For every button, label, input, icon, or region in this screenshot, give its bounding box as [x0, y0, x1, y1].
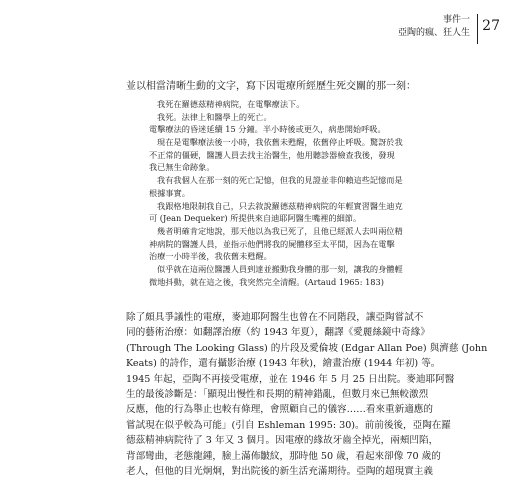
chapter-label: 事件一 — [442, 15, 470, 25]
quote-line: 可 (Jean Dequeker) 所提供來自迪耶阿醫生嘴裡的細節。 — [149, 213, 362, 224]
body-line: (Through The Looking Glass) 的片段及愛倫坡 (Edgar Allan Poe) 與濟慈 (John — [126, 342, 488, 354]
body-line: Keats) 的詩作，還有攝影治療 (1943 年秋)，繪畫治療 (1944 年初) 等。 — [126, 358, 441, 370]
quote-line: 現在是電擊療法後一小時，我依舊未甦醒，依舊停止呼吸。驚訝於我 — [157, 137, 403, 148]
quote-line: 神病院的醫護人員，並指示他們將我的屍體移至太平間，因為在電擊 — [149, 238, 395, 249]
quote-line: 我已無生命跡象。 — [149, 162, 215, 173]
quote-line: 我跟格地限制我自己，只去敘說羅德茲精神病院的年輕實習醫生迪克 — [157, 200, 403, 211]
quote-line: 我死。法律上和醫學上的死亡。 — [157, 111, 272, 122]
body-line: 德茲精神病院待了 3 年又 3 個月。因電療的緣故牙齒全掉光，兩頰凹陷， — [126, 435, 439, 447]
body-line: 老人，但他的目光炯炯，對出院後的新生活充滿期待。亞陶的超現實主義 — [126, 465, 433, 477]
quote-line: 我死在羅德茲精神病院，在電擊療法下。 — [157, 99, 305, 109]
chapter-subtitle: 亞陶的瘋、狂人生 — [397, 28, 470, 38]
body-line: 同的藝術治療：如翻譯治療（約 1943 年夏），翻譯《愛麗絲鏡中奇緣》 — [126, 327, 430, 339]
quote-line: 根據事實。 — [149, 187, 190, 198]
page-number: 27 — [482, 18, 500, 34]
block-quote — [149, 98, 417, 288]
header-divider — [477, 14, 478, 44]
quote-line: 微地抖動，就在這之後，我突然完全清醒。(Artaud 1965: 183) — [149, 276, 384, 287]
quote-line: 似乎就在這兩位醫護人員到達並搬動我身體的那一刻，讓我的身體輕 — [157, 263, 403, 274]
quote-line: 我有我個人在那一刻的死亡記憶，但我的見證並非仰賴這些記憶而是 — [157, 175, 403, 186]
quote-line: 幾者明確肯定地說，那天他以為我已死了，且他已經派人去叫兩位精 — [157, 225, 403, 236]
body-paragraph — [126, 310, 488, 479]
body-line: 反應，他的行為舉止也較有條理，會照顧自己的儀容……看來重新適應的 — [126, 404, 433, 416]
intro-paragraph: 並以相當清晰生動的文字，寫下因電療所經歷生死交關的那一刻： — [126, 81, 416, 92]
body-line: 除了頗具爭議性的電療，麥迪耶阿醫生也曾在不同階段，讓亞陶嘗試不 — [126, 312, 424, 323]
header-text — [398, 14, 470, 40]
body-line: 生的最後診斷是：「顯現出慢性和長期的精神錯亂，但數月來已無較激烈 — [126, 388, 429, 400]
body-line: 背部彎曲，老態龍鍾，臉上滿佈皺紋，那時他 50 歲，看起來卻像 70 歲的 — [126, 450, 441, 462]
body-line: 1945 年起，亞陶不再接受電療，並在 1946 年 5 月 25 日出院。麥迪耶阿醫 — [126, 373, 455, 385]
quote-line: 不正常的僵硬，醫護人員去找主治醫生，他用聽診器檢查我後，發現 — [149, 149, 395, 160]
quote-line: 治療一小時半後，我依舊未甦醒。 — [149, 251, 272, 262]
body-line: 嘗試現在似乎較為可能」(引自 Eshleman 1995: 30)。前前後後，亞陶在羅 — [126, 419, 451, 431]
quote-line: 電擊療法的昏迷延續 15 分鐘。半小時後或更久，病患開始呼吸。 — [149, 124, 386, 135]
